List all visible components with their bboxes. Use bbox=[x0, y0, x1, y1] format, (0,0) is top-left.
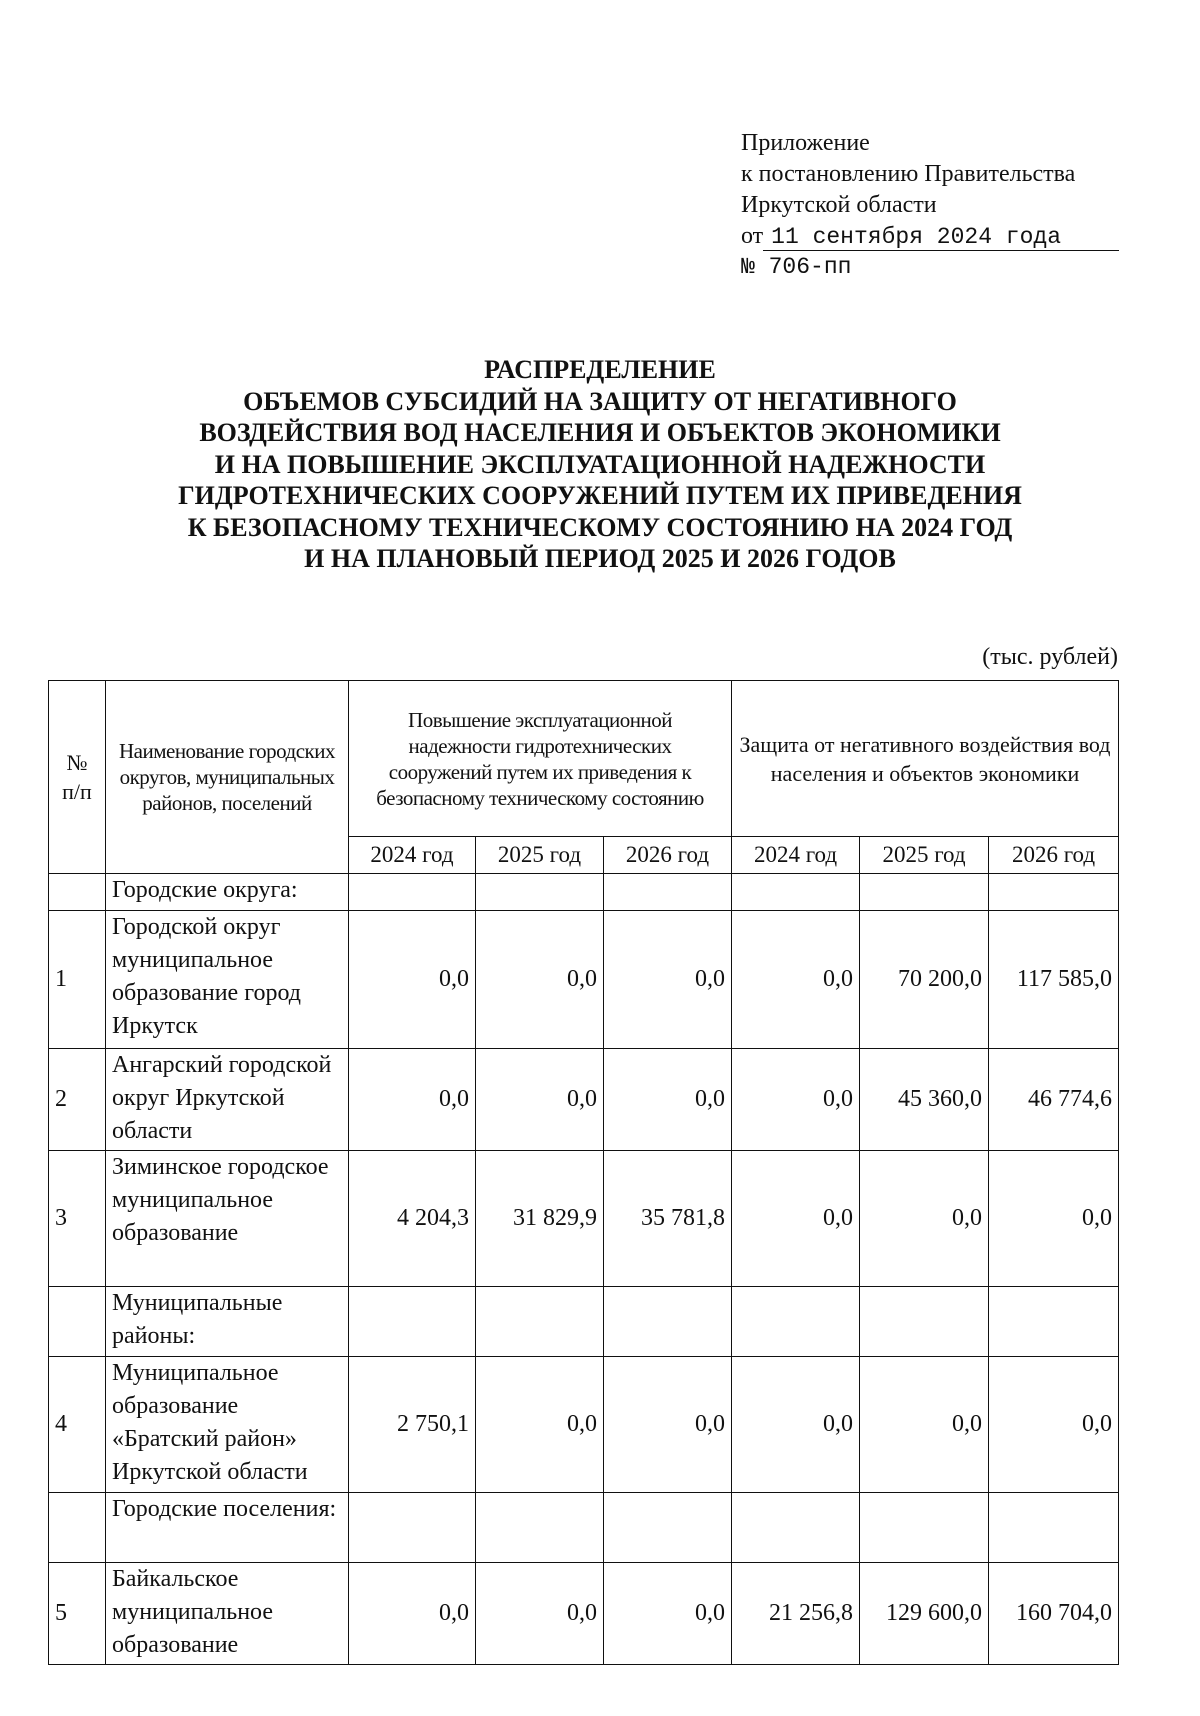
table-row bbox=[49, 1493, 1119, 1563]
row-num: 3 bbox=[49, 1151, 106, 1287]
table-row bbox=[49, 1287, 1119, 1357]
row-value: 2 750,1 bbox=[349, 1357, 476, 1493]
row-value: 45 360,0 bbox=[860, 1049, 989, 1151]
row-value: 0,0 bbox=[732, 1357, 860, 1493]
row-num: 4 bbox=[49, 1357, 106, 1493]
row-num bbox=[49, 1493, 106, 1563]
table-row bbox=[49, 1151, 1119, 1287]
document-number: № 706-пп bbox=[741, 254, 852, 280]
header-name: Наименование городских округов, муниципальных районов, поселений bbox=[106, 681, 349, 874]
row-value bbox=[989, 1287, 1119, 1357]
appendix-line-2: к постановлению Правительства bbox=[741, 161, 1076, 187]
row-value bbox=[860, 874, 989, 911]
row-value: 0,0 bbox=[476, 911, 604, 1049]
row-value: 0,0 bbox=[989, 1151, 1119, 1287]
row-value bbox=[989, 874, 1119, 911]
header-year: 2025 год bbox=[476, 837, 604, 874]
row-value bbox=[732, 874, 860, 911]
row-value: 0,0 bbox=[860, 1151, 989, 1287]
row-value bbox=[476, 874, 604, 911]
row-value: 35 781,8 bbox=[604, 1151, 732, 1287]
row-name: Муниципальные районы: bbox=[106, 1287, 349, 1357]
date-prefix: от bbox=[741, 223, 764, 249]
row-value bbox=[604, 874, 732, 911]
row-value: 0,0 bbox=[732, 1151, 860, 1287]
title-line: ОБЪЕМОВ СУБСИДИЙ НА ЗАЩИТУ ОТ НЕГАТИВНОГО bbox=[243, 386, 957, 416]
row-name: Муниципальное образование «Братский район» Иркутской области bbox=[106, 1357, 349, 1493]
row-value: 0,0 bbox=[349, 911, 476, 1049]
row-value: 0,0 bbox=[349, 1049, 476, 1151]
table-row bbox=[49, 911, 1119, 1049]
row-value bbox=[732, 1493, 860, 1563]
appendix-block bbox=[741, 128, 1119, 283]
title-line: РАСПРЕДЕЛЕНИЕ bbox=[484, 355, 716, 384]
row-value: 0,0 bbox=[604, 911, 732, 1049]
table-row bbox=[49, 1563, 1119, 1665]
row-value: 70 200,0 bbox=[860, 911, 989, 1049]
header-year: 2026 год bbox=[989, 837, 1119, 874]
row-value: 129 600,0 bbox=[860, 1563, 989, 1665]
title-line: И НА ПЛАНОВЫЙ ПЕРИОД 2025 И 2026 ГОДОВ bbox=[304, 544, 896, 573]
row-value bbox=[989, 1493, 1119, 1563]
row-value bbox=[604, 1287, 732, 1357]
title-line: К БЕЗОПАСНОМУ ТЕХНИЧЕСКОМУ СОСТОЯНИЮ НА 2024 ГОД bbox=[187, 512, 1013, 542]
header-group-protection: Защита от негативного воздействия вод населения и объектов экономики bbox=[732, 681, 1119, 837]
header-year: 2025 год bbox=[860, 837, 989, 874]
row-value: 0,0 bbox=[476, 1357, 604, 1493]
document-title bbox=[40, 354, 1160, 575]
row-num bbox=[49, 1287, 106, 1357]
row-value: 46 774,6 bbox=[989, 1049, 1119, 1151]
row-value: 0,0 bbox=[732, 911, 860, 1049]
title-line: И НА ПОВЫШЕНИЕ ЭКСПЛУАТАЦИОННОЙ НАДЕЖНОСТИ bbox=[214, 449, 986, 479]
header-num: № п/п bbox=[49, 681, 106, 874]
row-value: 0,0 bbox=[604, 1563, 732, 1665]
row-num: 2 bbox=[49, 1049, 106, 1151]
row-value bbox=[732, 1287, 860, 1357]
row-num bbox=[49, 874, 106, 911]
table-row bbox=[49, 874, 1119, 911]
row-value: 0,0 bbox=[476, 1049, 604, 1151]
row-value: 0,0 bbox=[989, 1357, 1119, 1493]
table-row bbox=[49, 1049, 1119, 1151]
row-value bbox=[860, 1287, 989, 1357]
row-name: Городские поселения: bbox=[106, 1493, 349, 1563]
header-year: 2024 год bbox=[349, 837, 476, 874]
row-name: Зиминское городское муниципальное образование bbox=[106, 1151, 349, 1287]
row-value bbox=[604, 1493, 732, 1563]
row-value: 31 829,9 bbox=[476, 1151, 604, 1287]
row-value: 117 585,0 bbox=[989, 911, 1119, 1049]
row-value: 0,0 bbox=[349, 1563, 476, 1665]
header-year: 2024 год bbox=[732, 837, 860, 874]
row-value bbox=[349, 1287, 476, 1357]
header-group-reliability: Повышение эксплуатационной надежности гидротехнических сооружений путем их приведения к безопасному техническому состоянию bbox=[349, 681, 732, 837]
row-value: 160 704,0 bbox=[989, 1563, 1119, 1665]
row-value: 0,0 bbox=[732, 1049, 860, 1151]
date-value: 11 сентября 2024 года bbox=[763, 224, 1119, 251]
row-value bbox=[349, 1493, 476, 1563]
units-label: (тыс. рублей) bbox=[982, 644, 1118, 670]
row-value: 0,0 bbox=[860, 1357, 989, 1493]
row-name: Городской округ муниципальное образование город Иркутск bbox=[106, 911, 349, 1049]
table-row bbox=[49, 1357, 1119, 1493]
row-name: Городские округа: bbox=[106, 874, 349, 911]
title-line: ГИДРОТЕХНИЧЕСКИХ СООРУЖЕНИЙ ПУТЕМ ИХ ПРИВЕДЕНИЯ bbox=[178, 481, 1022, 510]
row-name: Ангарский городской округ Иркутской области bbox=[106, 1049, 349, 1151]
row-name: Байкальское муниципальное образование bbox=[106, 1563, 349, 1665]
row-value bbox=[349, 874, 476, 911]
appendix-line-1: Приложение bbox=[741, 130, 870, 156]
row-value bbox=[476, 1493, 604, 1563]
row-num: 5 bbox=[49, 1563, 106, 1665]
row-value: 0,0 bbox=[604, 1357, 732, 1493]
row-value: 0,0 bbox=[604, 1049, 732, 1151]
row-num: 1 bbox=[49, 911, 106, 1049]
header-year: 2026 год bbox=[604, 837, 732, 874]
row-value: 21 256,8 bbox=[732, 1563, 860, 1665]
appendix-line-3: Иркутской области bbox=[741, 192, 937, 218]
appendix-date-line bbox=[741, 221, 1119, 252]
row-value: 4 204,3 bbox=[349, 1151, 476, 1287]
row-value bbox=[476, 1287, 604, 1357]
row-value bbox=[860, 1493, 989, 1563]
row-value: 0,0 bbox=[476, 1563, 604, 1665]
subsidy-table bbox=[48, 680, 1119, 1665]
title-line: ВОЗДЕЙСТВИЯ ВОД НАСЕЛЕНИЯ И ОБЪЕКТОВ ЭКОНОМИКИ bbox=[199, 418, 1001, 447]
